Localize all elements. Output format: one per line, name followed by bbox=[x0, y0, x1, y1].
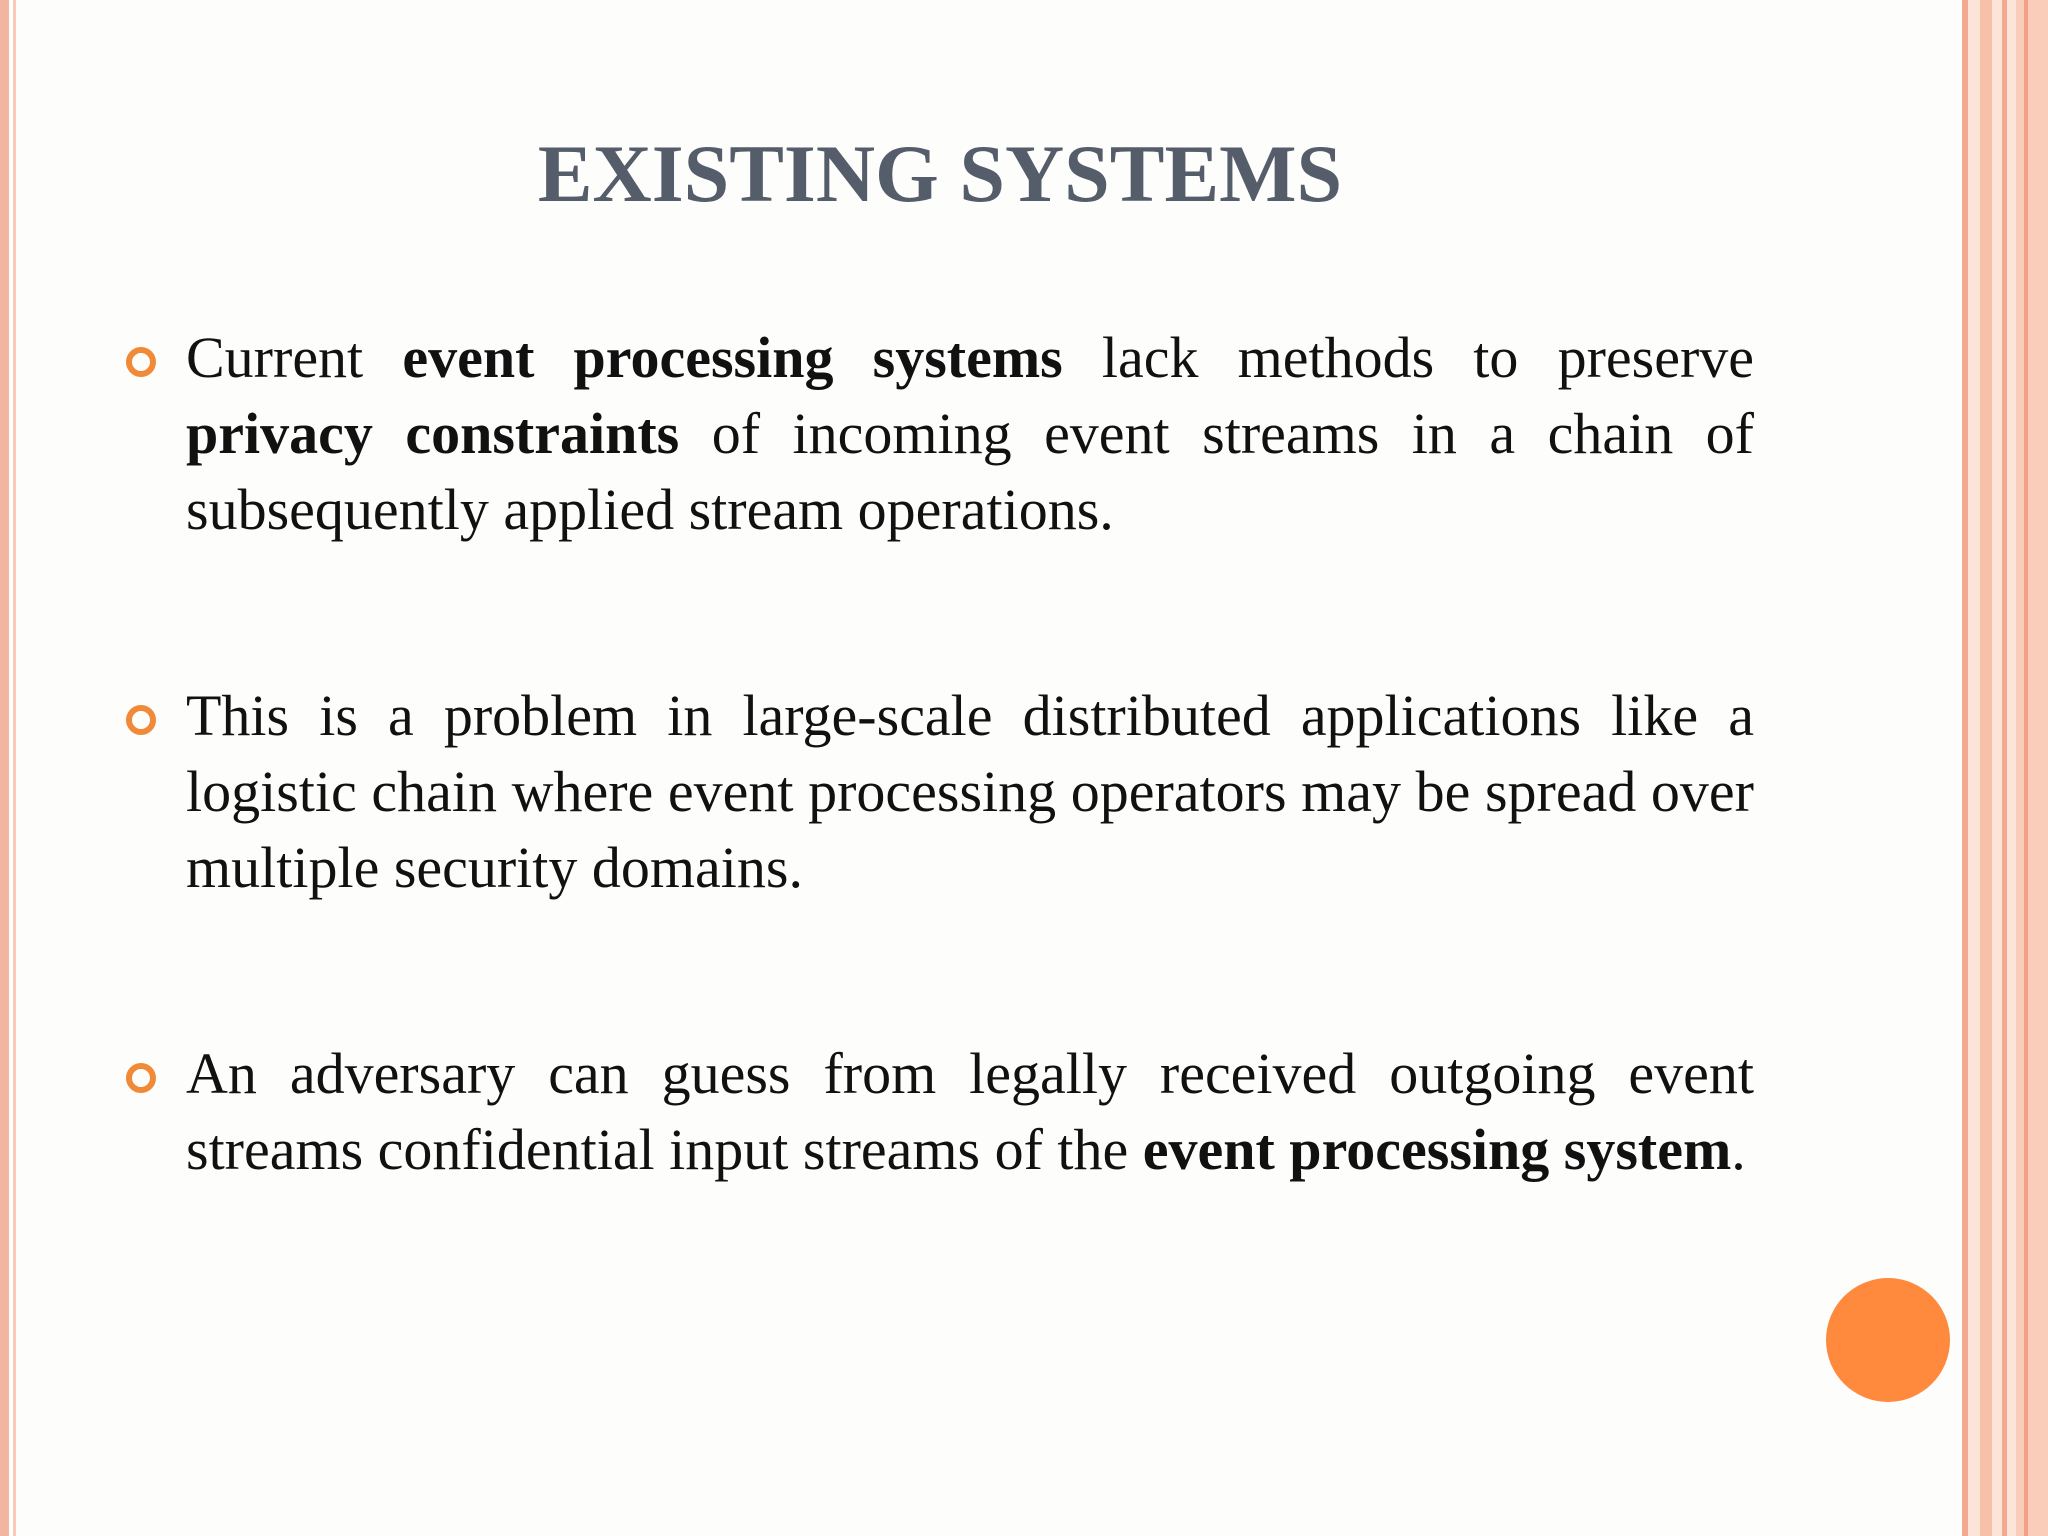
right-border-line bbox=[2002, 0, 2007, 1536]
left-border-thin-stripe bbox=[13, 0, 16, 1536]
bullet-list bbox=[124, 320, 1754, 1188]
ring-bullet-icon bbox=[126, 1063, 156, 1093]
bullet-item bbox=[124, 678, 1754, 906]
right-border-line bbox=[1980, 0, 1992, 1536]
right-border-band bbox=[2016, 0, 2048, 1536]
bullet-text: Current event processing systems lack methods to preserve privacy constraints of incoming event streams in a chain of subsequently applied stream operations. bbox=[186, 325, 1754, 542]
bullet-text: This is a problem in large-scale distributed applications like a logistic chain where event processing operators may be spread over multiple security domains. bbox=[186, 683, 1754, 900]
orange-circle-decoration bbox=[1826, 1278, 1950, 1402]
bullet-text: An adversary can guess from legally received outgoing event streams confidential input streams of the event processing system. bbox=[186, 1041, 1754, 1182]
bullet-item bbox=[124, 320, 1754, 548]
left-border-stripe bbox=[0, 0, 9, 1536]
ring-bullet-icon bbox=[126, 705, 156, 735]
right-border-line bbox=[2024, 0, 2028, 1536]
bold-phrase: event processing systems bbox=[402, 325, 1063, 390]
bullet-item bbox=[124, 1036, 1754, 1188]
slide-title: EXISTING SYSTEMS bbox=[537, 128, 1343, 219]
ring-bullet-icon bbox=[126, 347, 156, 377]
bold-phrase: privacy constraints bbox=[186, 401, 680, 466]
bold-phrase: event processing system bbox=[1142, 1117, 1732, 1182]
right-border-line bbox=[1962, 0, 1968, 1536]
